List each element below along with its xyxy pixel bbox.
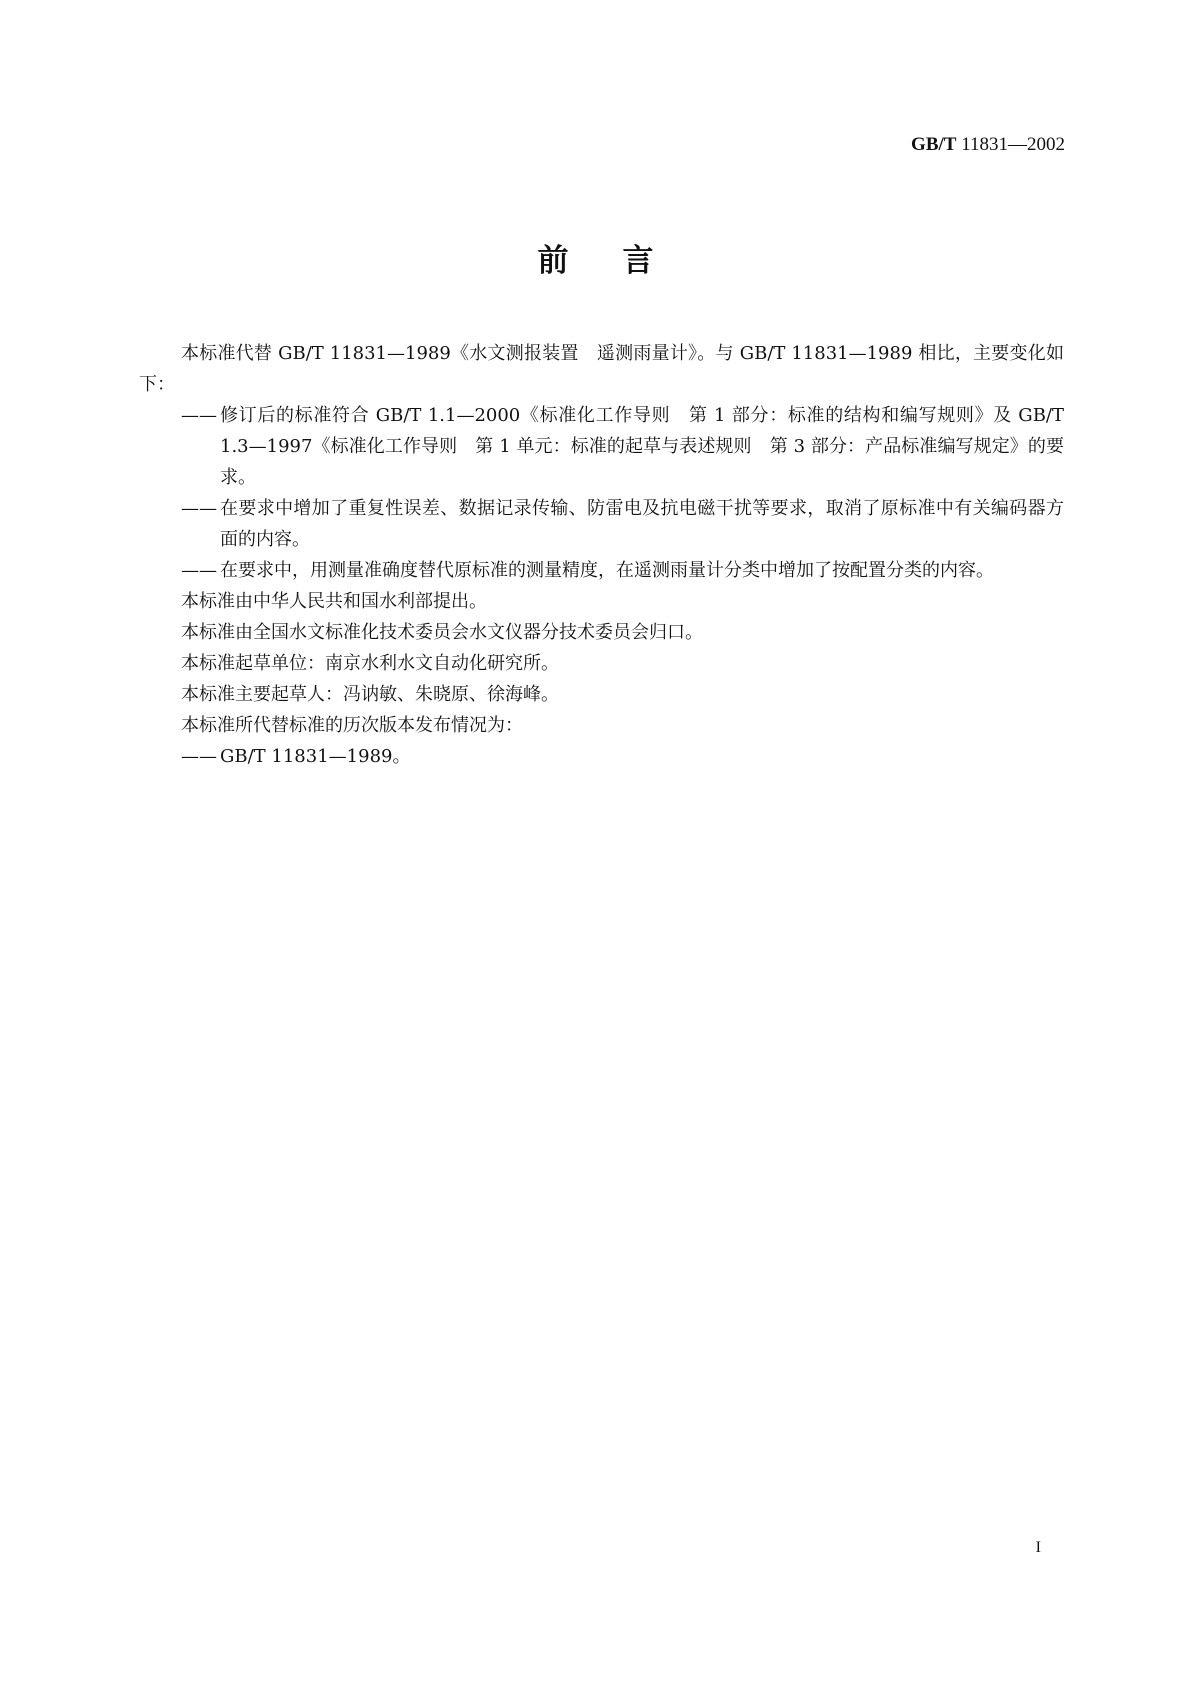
change-item-1 bbox=[139, 400, 1064, 493]
dash-marker: —— bbox=[181, 560, 217, 581]
intro-paragraph: 本标准代替 GB/T 11831—1989《水文测报装置 遥测雨量计》。与 GB/T 11831—1989 相比，主要变化如下： bbox=[139, 343, 1064, 395]
statement-proposer: 本标准由中华人民共和国水利部提出。 bbox=[181, 591, 487, 612]
change-item-3 bbox=[139, 555, 1064, 586]
statement-drafters: 本标准主要起草人：冯讷敏、朱晓原、徐海峰。 bbox=[181, 684, 559, 705]
history-item bbox=[139, 741, 1064, 772]
dash-marker: —— bbox=[181, 498, 217, 519]
history-text: GB/T 11831—1989。 bbox=[220, 746, 411, 767]
statement-committee: 本标准由全国水文标准化技术委员会水文仪器分技术委员会归口。 bbox=[181, 622, 703, 643]
statement-history-intro: 本标准所代替标准的历次版本发布情况为： bbox=[181, 715, 523, 736]
standard-code-number: 11831—2002 bbox=[956, 134, 1065, 155]
statement-drafting-unit: 本标准起草单位：南京水利水文自动化研究所。 bbox=[181, 653, 559, 674]
change-text-1: 修订后的标准符合 GB/T 1.1—2000《标准化工作导则 第 1 部分：标准的结构和编写规则》及 GB/T 1.3—1997《标准化工作导则 第 1 单元：标准的起草与表述规则 第 3 部分：产品标准编写规定》的要求。 bbox=[220, 405, 1064, 488]
standard-code bbox=[911, 134, 1065, 156]
change-text-2: 在要求中增加了重复性误差、数据记录传输、防雷电及抗电磁干扰等要求，取消了原标准中有关编码器方面的内容。 bbox=[220, 498, 1064, 550]
page-number: I bbox=[1035, 1539, 1041, 1556]
dash-marker: —— bbox=[181, 746, 217, 767]
dash-marker: —— bbox=[181, 405, 217, 426]
standard-code-prefix: GB/T bbox=[911, 134, 957, 155]
change-item-2 bbox=[139, 493, 1064, 555]
page-title: 前言 bbox=[537, 243, 708, 279]
document-body bbox=[139, 338, 1064, 772]
change-text-3: 在要求中，用测量准确度替代原标准的测量精度，在遥测雨量计分类中增加了按配置分类的内容。 bbox=[220, 560, 994, 581]
